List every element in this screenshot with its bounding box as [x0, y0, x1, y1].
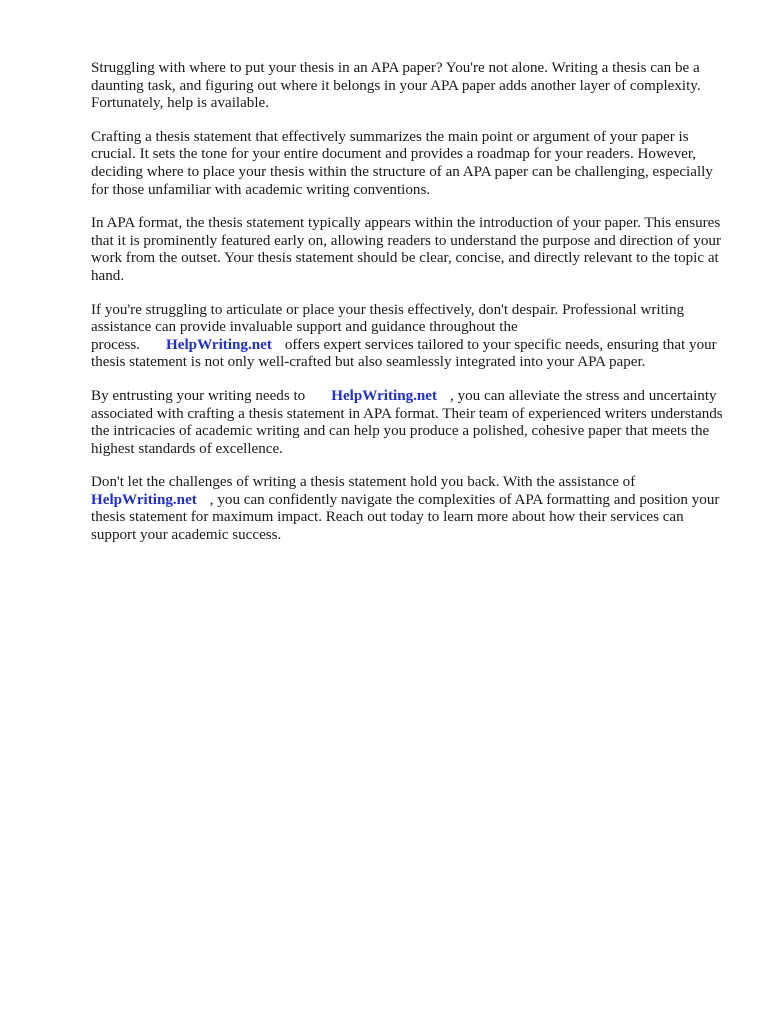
- paragraph-text: offers expert services tailored to your specific needs, ensuring that your thesis statement is not only well-crafted but also seamlessly integrated into your APA paper.: [91, 336, 717, 371]
- paragraph-thesis-importance: Crafting a thesis statement that effectively summarizes the main point or argument of your paper is crucial. It sets the tone for your entire document and provides a roadmap for your readers. However, deciding where to place your thesis within the structure of an APA paper can be challenging, especially for those unfamiliar with academic writing conventions.: [91, 128, 713, 198]
- paragraph-entrusting: [91, 388, 731, 458]
- paragraph-text: By entrusting your writing needs to: [91, 387, 306, 404]
- paragraph-text: Don't let the challenges of writing a thesis statement hold you back. With the assistance of: [91, 474, 636, 491]
- paragraph-text: , you can confidently navigate the complexities of APA formatting and position your thesis statement for maximum impact. Reach out today to learn more about how their services can support your academic success.: [91, 491, 720, 544]
- document-body: [91, 60, 731, 561]
- helpwriting-link[interactable]: HelpWriting.net: [166, 336, 272, 353]
- paragraph-intro: Struggling with where to put your thesis in an APA paper? You're not alone. Writing a thesis can be a daunting task, and figuring out where it belongs in your APA paper adds another layer of complexity. Fortunately, help is available.: [91, 60, 701, 112]
- paragraph-text: If you're struggling to articulate or place your thesis effectively, don't despair. Professional writing assistance can provide invaluable support and guidance throughout the process.: [91, 301, 685, 353]
- paragraph-closing: [91, 474, 731, 544]
- paragraph-text: , you can alleviate the stress and uncertainty associated with crafting a thesis statement in APA format. Their team of experienced writers understands the intricacies of academic writing and can help you produce a polished, cohesive paper that meets the highest standards of excellence.: [91, 387, 723, 457]
- helpwriting-link[interactable]: HelpWriting.net: [331, 387, 438, 404]
- paragraph-writing-assistance: [91, 302, 731, 372]
- paragraph-apa-format: In APA format, the thesis statement typically appears within the introduction of your paper. This ensures that it is prominently featured early on, allowing readers to understand the purpose and direction of your work from the outset. Your thesis statement should be clear, concise, and directly relevant to the topic at hand.: [91, 215, 721, 284]
- helpwriting-link[interactable]: HelpWriting.net: [91, 491, 197, 508]
